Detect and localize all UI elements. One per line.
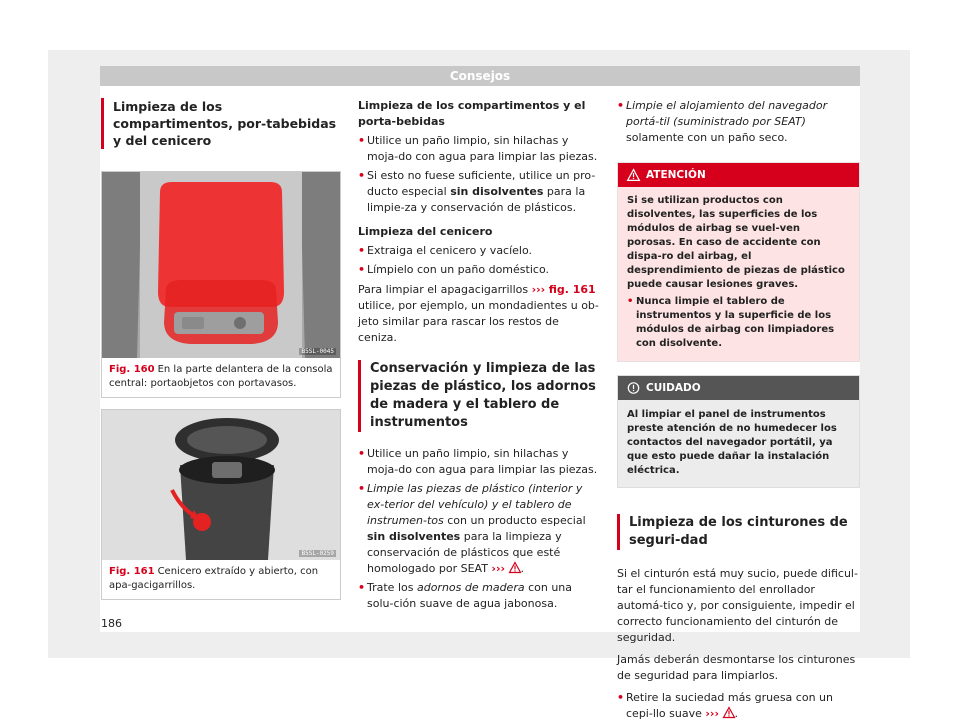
warning-header [618, 163, 859, 187]
list-item [617, 98, 860, 146]
emphasis: adornos de madera [416, 581, 525, 594]
warning-box [617, 162, 860, 362]
list-item-text: Nunca limpie el tablero de instrumentos y la superficie de los módulos de airbag con limpiadores con disolvente. [636, 296, 835, 349]
arrow-icon: ››› [705, 707, 719, 720]
figure-reference-link[interactable]: fig. 161 [548, 283, 596, 296]
column-2 [358, 98, 600, 615]
emphasis: Limpie las piezas de plástico (interior y ex-terior del vehículo) y el tablero de instrumen-tos [367, 482, 583, 527]
list-item-text: Trate los [367, 581, 417, 594]
page-number: 186 [101, 617, 122, 630]
emphasis: sin disolventes [450, 185, 544, 198]
list-item [358, 243, 600, 259]
subheading-compartments: Limpieza de los compartimentos y el porta-bebidas [358, 99, 586, 128]
list-item [358, 262, 600, 278]
figure-caption [102, 358, 340, 397]
column-1 [101, 98, 341, 600]
list-item [627, 295, 850, 351]
figure-number: Fig. 161 [109, 566, 155, 577]
list-item [358, 580, 600, 612]
section-heading: Conservación y limpieza de las piezas de plástico, los adornos de madera y el tablero de instrumentos [358, 360, 600, 432]
paragraph: Si el cinturón está muy sucio, puede dificul-tar el funcionamiento del enrollador automá-tico y, por consiguiente, impedir el correcto funcionamiento del cinturón de seguridad. [617, 567, 858, 644]
warning-triangle-icon [509, 562, 521, 573]
list-item-text: para la limpie-za y conservación de plásticos. [367, 185, 586, 214]
paragraph-text: Para limpiar el apagacigarrillos [358, 283, 532, 296]
figure-160 [101, 171, 341, 398]
list-item [358, 446, 600, 478]
arrow-icon: ››› [531, 283, 546, 296]
caution-body [618, 400, 859, 487]
column-3 [617, 98, 860, 725]
list-item-text: con una solu-ción suave de agua jabonosa. [367, 581, 573, 610]
section-heading: Limpieza de los cinturones de seguri-dad [617, 514, 860, 550]
figure-caption-text: Cenicero extraído y abierto, con apa-gacigarrillos. [109, 566, 319, 591]
paragraph [358, 282, 600, 346]
figure-code: B5SL-0259 [301, 550, 334, 557]
emphasis: Limpie el alojamiento del navegador portá-til (suministrado por SEAT) [626, 99, 828, 128]
warning-triangle-icon [627, 169, 640, 181]
warning-triangle-icon [723, 707, 735, 718]
caution-header [618, 376, 859, 400]
paragraph-text: utilice, por ejemplo, un mondadientes u ob-jeto similar para rascar los restos de ceniza. [358, 299, 599, 344]
figure-caption-text: En la parte delantera de la consola central: portaobjetos con portavasos. [109, 364, 333, 389]
arrow-icon: ››› [491, 562, 506, 575]
list-item-text: Utilice un paño limpio, sin hilachas y moja-do con agua para limpiar las piezas. [367, 447, 598, 476]
emphasis: sin disolventes [367, 530, 461, 543]
list-item-text: Extraiga el cenicero y vacíelo. [367, 244, 533, 257]
figure-code: B5SL-0045 [301, 348, 334, 355]
caution-box [617, 375, 860, 488]
list-item-text: Límpielo con un paño doméstico. [367, 263, 549, 276]
warning-body [618, 187, 859, 361]
info-circle-icon [627, 382, 640, 394]
console-storage-illustration [102, 172, 340, 358]
warning-title: ATENCIÓN [646, 169, 706, 181]
ashtray-image [102, 410, 340, 560]
list-item-text: Si esto no fuese suficiente, utilice un pro-ducto especial [367, 169, 596, 198]
list-item-text: con un producto especial [443, 514, 586, 527]
figure-161 [101, 409, 341, 600]
list-item: • Limpie las piezas de plástico (interior y ex-terior del vehículo) y el tablero de instrumen-tos con un producto especial sin disolventes para la limpieza y conservación de plásticos que esté homologado por SEAT ››› . [358, 481, 600, 577]
subheading-ashtray: Limpieza del cenicero [358, 225, 493, 238]
ashtray-illustration [102, 410, 340, 560]
list-item [358, 168, 600, 216]
warning-text: Si se utilizan productos con disolventes, las superficies de los módulos de airbag se vuel-ven porosas. En caso de accidente con dispa-ro del airbag, el desprendimiento de piezas de plástico puede causar lesiones graves. [627, 195, 845, 290]
list-item-text: para la limpieza y conservación de plásticos que esté homologado por SEAT [367, 530, 562, 575]
caution-text: Al limpiar el panel de instrumentos preste atención de no humedecer los contactos del navegador portátil, ya que esto puede dañar la instalación eléctrica. [627, 409, 837, 476]
figure-caption [102, 560, 340, 599]
list-item: • Retire la suciedad más gruesa con un cepi-llo suave ››› . [617, 690, 860, 722]
console-storage-image [102, 172, 340, 358]
list-item [358, 133, 600, 165]
list-item-text: Utilice un paño limpio, sin hilachas y moja-do con agua para limpiar las piezas. [367, 134, 598, 163]
list-item-text: solamente con un paño seco. [626, 131, 788, 144]
caution-title: CUIDADO [646, 382, 701, 394]
figure-number: Fig. 160 [109, 364, 155, 375]
paragraph: Jamás deberán desmontarse los cinturones de seguridad para limpiarlos. [617, 653, 856, 682]
section-header: Consejos [100, 66, 860, 86]
section-heading: Limpieza de los compartimentos, por-tabebidas y del cenicero [101, 98, 341, 149]
list-item-text: Retire la suciedad más gruesa con un cepi-llo suave [626, 691, 833, 720]
